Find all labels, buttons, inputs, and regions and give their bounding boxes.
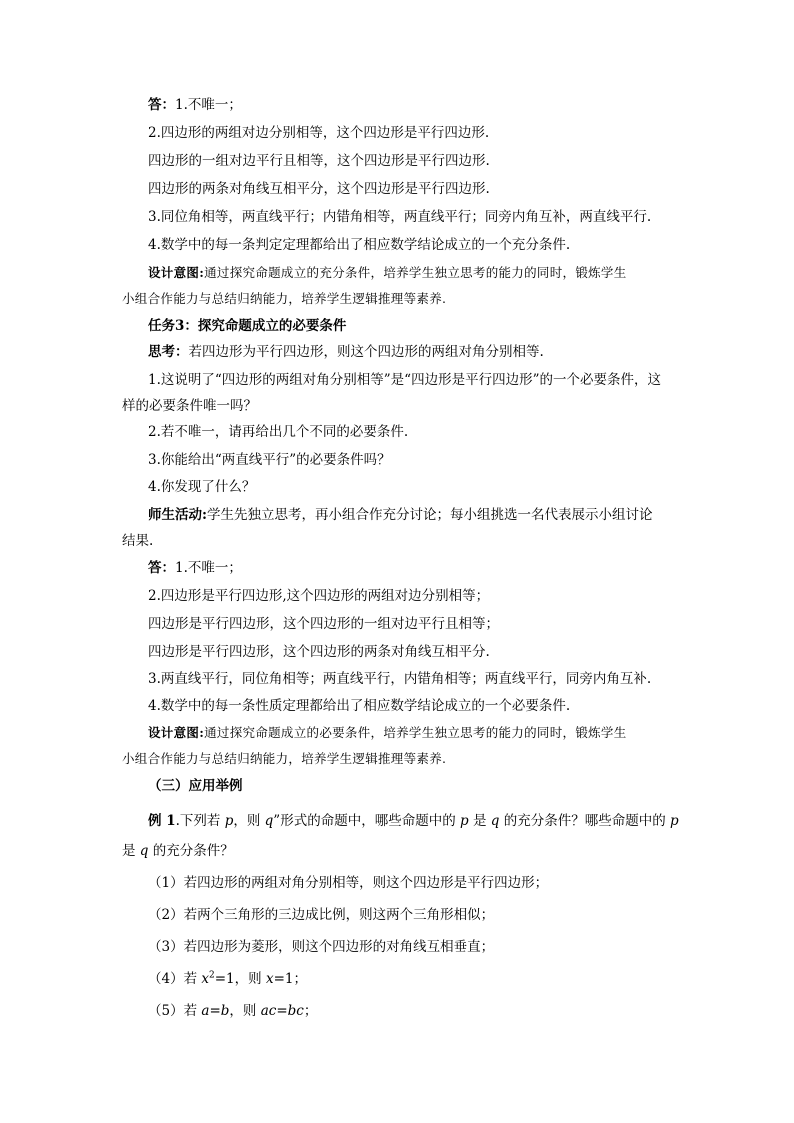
example-item-4 (148, 970, 307, 988)
design-intent-line-2: 小组合作能力与总结归纳能力，培养学生逻辑推理等素养. (122, 291, 447, 306)
answer2-line-3: 四边形是平行四边形，这个四边形的一组对边平行且相等； (148, 616, 499, 632)
equals-sign: = (276, 1003, 288, 1019)
activity-line-2: 结果. (122, 533, 154, 549)
var-q: q (490, 813, 500, 829)
example-text-b: ，则 (233, 813, 265, 829)
item5-text-b: ，则 (229, 1003, 261, 1019)
answer2-label: 答： (148, 560, 175, 576)
answer2-line-5: 3.两直线平行，同位角相等；两直线平行，内错角相等；两直线平行，同旁内角互补. (148, 671, 652, 687)
answer-line-5: 3.同位角相等，两直线平行；内错角相等，两直线平行；同旁内角互补，两直线平行. (148, 209, 652, 225)
example-item-2: （2）若两个三角形的三边成比例，则这两个三角形相似； (148, 907, 495, 923)
example-text-a: .下列若 (175, 813, 225, 829)
question-1-line-2: 样的必要条件唯一吗？ (122, 398, 257, 414)
example-text-g: 的充分条件？ (148, 843, 234, 859)
answer2-line-4: 四边形是平行四边形，这个四边形的两条对角线互相平分. (148, 644, 490, 660)
design-intent2-text: 通过探究命题成立的必要条件，培养学生独立思考的能力的同时，锻炼学生 (204, 725, 627, 740)
answer2-line-6: 4.数学中的每一条性质定理都给出了相应数学结论成立的一个必要条件. (148, 698, 571, 714)
question-1-line-1: 1.这说明了“四边形的两组对角分别相等”是“四边形是平行四边形”的一个必要条件，这 (148, 372, 661, 388)
activity-line-1 (148, 506, 652, 524)
item4-text-a: （4）若 (148, 971, 202, 987)
think-line (148, 343, 544, 361)
answer-line-6: 4.数学中的每一条判定定理都给出了相应数学结论成立的一个充分条件. (148, 237, 571, 253)
question-4: 4.你发现了什么？ (148, 479, 256, 495)
answer-label: 答： (148, 97, 175, 113)
answer-line-2: 2.四边形的两组对边分别相等，这个四边形是平行四边形. (148, 125, 490, 141)
var-ac: ac (260, 1003, 277, 1019)
answer2-line-2: 2.四边形是平行四边形,这个四边形的两组对边分别相等； (148, 588, 490, 604)
var-p: p (670, 813, 679, 829)
example-text-e: 的充分条件？哪些命题中的 (499, 813, 670, 829)
example-text-c: ”形式的命题中，哪些命题中的 (273, 813, 460, 829)
answer-line-3: 四边形的一组对边平行且相等，这个四边形是平行四边形. (148, 153, 490, 169)
example-line-1 (148, 812, 679, 830)
design-intent-label: 设计意图: (148, 265, 205, 280)
design-intent2-line-1 (148, 724, 627, 742)
question-3: 3.你能给出“两直线平行”的必要条件吗？ (148, 452, 391, 468)
example-line-2 (122, 842, 234, 860)
activity-label: 师生活动: (148, 507, 207, 523)
item5-text-c: ； (303, 1003, 318, 1019)
question-2: 2.若不唯一，请再给出几个不同的必要条件. (148, 424, 409, 440)
example-item-5 (148, 1002, 317, 1020)
answer2-line-1 (148, 559, 242, 577)
answer-line-1 (148, 96, 242, 114)
design-intent2-label: 设计意图: (148, 725, 205, 740)
answer2-text: 1.不唯一； (175, 560, 242, 576)
var-p: p (460, 813, 469, 829)
var-x: x (201, 971, 210, 987)
think-label: 思考： (148, 344, 189, 360)
var-x: x (265, 971, 274, 987)
example-label: 例 1 (148, 813, 176, 829)
var-a: a (201, 1003, 210, 1019)
answer-text: 1.不唯一； (175, 97, 242, 113)
think-text: 若四边形为平行四边形，则这个四边形的两组对角分别相等. (188, 344, 544, 360)
example-text-f: 是 (122, 843, 140, 859)
design-intent-text: 通过探究命题成立的充分条件，培养学生独立思考的能力的同时，锻炼学生 (204, 265, 627, 280)
item4-text-b: =1，则 (214, 971, 266, 987)
exponent: 2 (209, 970, 215, 981)
section-title: （三）应用举例 (148, 778, 243, 794)
activity-text: 学生先独立思考，再小组合作充分讨论；每小组挑选一名代表展示小组讨论 (206, 507, 653, 523)
answer-line-4: 四边形的两条对角线互相平分，这个四边形是平行四边形. (148, 181, 490, 197)
example-item-3: （3）若四边形为菱形，则这个四边形的对角线互相垂直； (148, 939, 495, 955)
task-title: 任务3：探究命题成立的必要条件 (148, 318, 347, 334)
equals-sign: = (209, 1003, 221, 1019)
var-q: q (139, 843, 149, 859)
example-text-d: 是 (468, 813, 491, 829)
item5-text-a: （5）若 (148, 1003, 202, 1019)
item4-text-c: =1； (273, 971, 307, 987)
var-b: b (220, 1003, 230, 1019)
example-item-1: （1）若四边形的两组对角分别相等，则这个四边形是平行四边形； (148, 875, 549, 891)
var-bc: bc (287, 1003, 304, 1019)
var-q: q (264, 813, 274, 829)
design-intent-line-1 (148, 264, 627, 282)
design-intent2-line-2: 小组合作能力与总结归纳能力，培养学生逻辑推理等素养. (122, 751, 447, 766)
var-p: p (224, 813, 234, 829)
